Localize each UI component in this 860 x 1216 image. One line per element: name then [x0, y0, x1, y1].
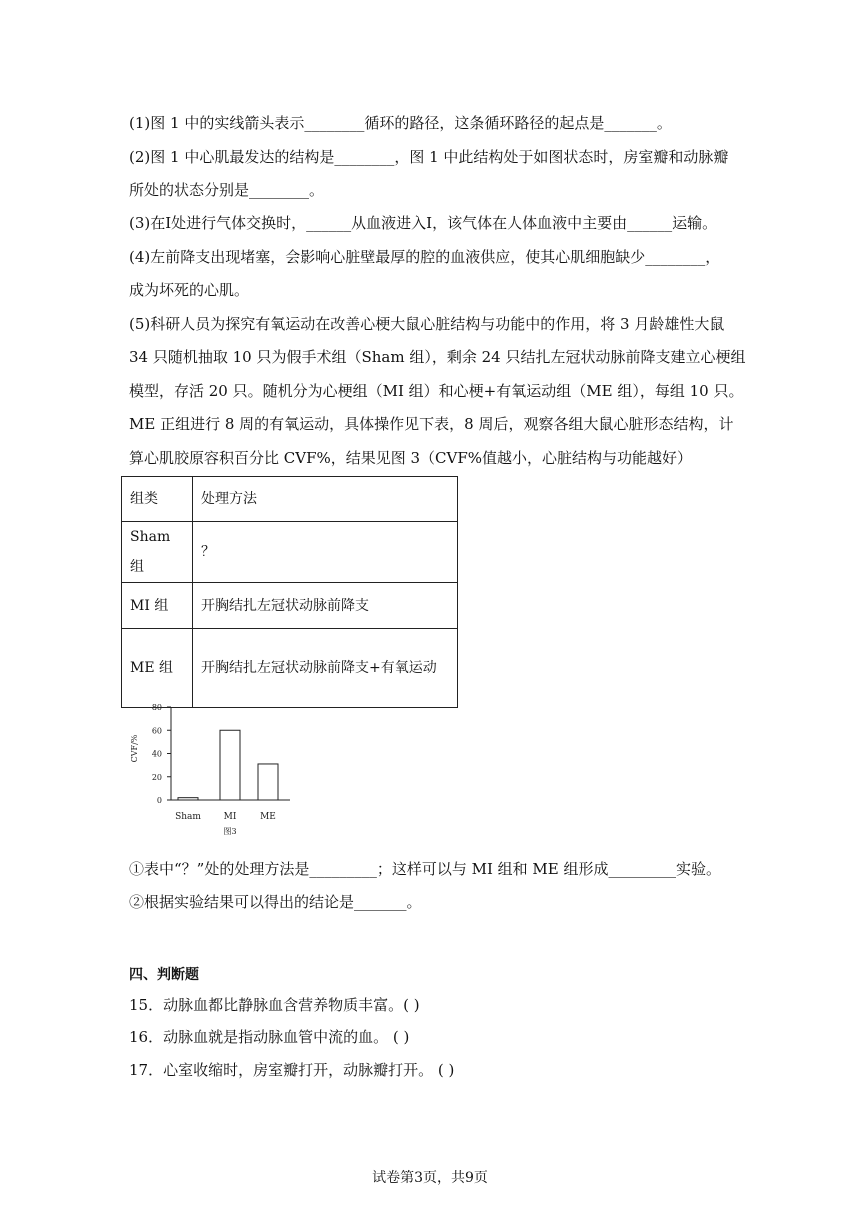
table-cell-method: ？: [193, 522, 458, 583]
question-5-line-1: (5)科研人员为探究有氧运动在改善心梗大鼠心脏结构与功能中的作用，将 3 月龄雄性大鼠: [129, 315, 725, 333]
x-tick-label: MI: [223, 812, 237, 822]
table-cell-group: MI 组: [122, 583, 193, 629]
y-tick-label: 60: [151, 726, 162, 736]
sub-question-1: ①表中“？”处的处理方法是_________；这样可以与 MI 组和 ME 组形成_________实验。: [129, 860, 722, 878]
y-axis-label: CVF/%: [130, 734, 139, 763]
treatment-table: [121, 476, 458, 708]
table-header-cell: 组类: [122, 477, 193, 522]
judgment-item-15: 15．动脉血都比静脉血含营养物质丰富。( ): [129, 996, 420, 1014]
question-1: (1)图 1 中的实线箭头表示________循环的路径，这条循环路径的起点是_______。: [129, 114, 672, 132]
bar-mi: [220, 730, 240, 800]
question-3: (3)在Ⅰ处进行气体交换时，______从血液进入Ⅰ，该气体在人体血液中主要由______运输。: [129, 214, 718, 232]
section-title: 四、判断题: [129, 967, 199, 983]
x-tick-label: ME: [260, 812, 276, 822]
judgment-item-16: 16．动脉血就是指动脉血管中流的血。 ( ): [129, 1028, 410, 1046]
y-tick-label: 80: [151, 703, 162, 712]
table-cell-method: 开胸结扎左冠状动脉前降支+有氧运动: [193, 629, 458, 708]
question-2-line-2: 所处的状态分别是________。: [129, 181, 325, 199]
table-row: [122, 583, 458, 629]
bar-me: [258, 764, 278, 800]
table-cell-method: 开胸结扎左冠状动脉前降支: [193, 583, 458, 629]
question-2-line-1: (2)图 1 中心肌最发达的结构是________，图 1 中此结构处于如图状态时，房室瓣和动脉瓣: [129, 148, 729, 166]
table-header-cell: 处理方法: [193, 477, 458, 522]
question-4-line-1: (4)左前降支出现堵塞，会影响心脏壁最厚的腔的血液供应，使其心肌细胞缺少________，: [129, 248, 721, 266]
cvf-bar-chart: [125, 700, 300, 842]
y-tick-label: 0: [156, 796, 162, 805]
question-5-line-5: 算心肌胶原容积百分比 CVF%，结果见图 3（CVF%值越小，心脏结构与功能越好）: [129, 449, 693, 467]
table-row: [122, 629, 458, 708]
y-tick-label: 20: [151, 772, 162, 782]
question-5-line-4: ME 正组进行 8 周的有氧运动，具体操作见下表，8 周后，观察各组大鼠心脏形态结构，计: [129, 415, 734, 433]
question-4-line-2: 成为坏死的心肌。: [129, 281, 250, 299]
chart-caption: 图3: [223, 827, 237, 836]
question-5-line-2: 34 只随机抽取 10 只为假手术组（Sham 组），剩余 24 只结扎左冠状动脉前降支建立心梗组: [129, 348, 746, 366]
x-tick-label: Sham: [175, 812, 201, 822]
question-5-line-3: 模型，存活 20 只。随机分为心梗组（MI 组）和心梗+有氧运动组（ME 组），每组 10 只。: [129, 382, 744, 400]
table-header-row: [122, 477, 458, 522]
judgment-item-17: 17．心室收缩时，房室瓣打开，动脉瓣打开。 ( ): [129, 1061, 455, 1079]
page-footer: 试卷第3页，共9页: [372, 1170, 488, 1186]
table-cell-group: ME 组: [122, 629, 193, 708]
sub-question-2: ②根据实验结果可以得出的结论是_______。: [129, 893, 422, 911]
table-cell-group: Sham 组: [122, 522, 193, 583]
table-row: [122, 522, 458, 583]
y-tick-label: 40: [151, 749, 162, 759]
bar-sham: [178, 798, 198, 800]
